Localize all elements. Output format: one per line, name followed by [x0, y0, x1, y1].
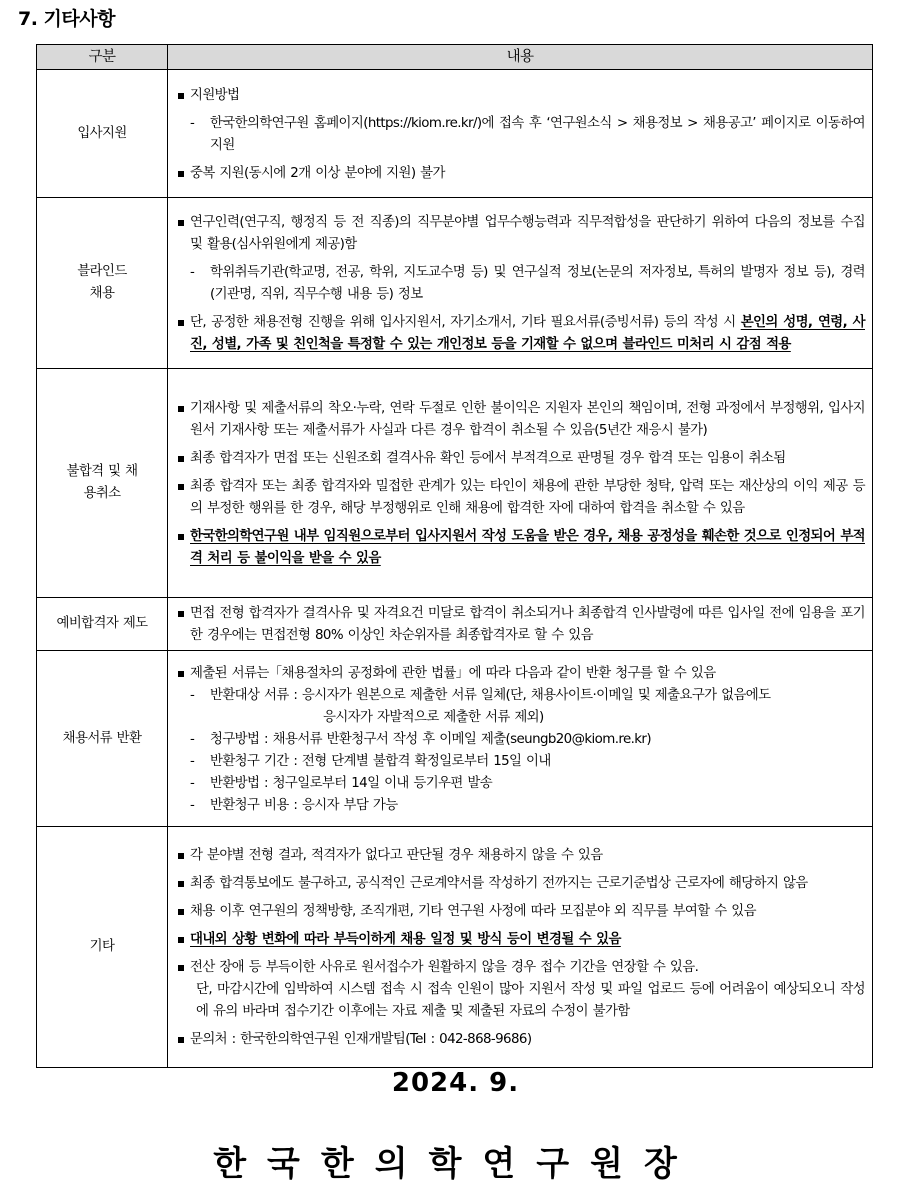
- emphasis-text: 본인의 성명, 연령, 사진, 성별, 가족 및 친인척을 특정할 수 있는 개인정보 등을 기재할 수 없으며 블라인드 미처리 시 감점 적용: [190, 315, 865, 352]
- table-row: [37, 827, 873, 1068]
- list-item: 전산 장애 등 부득이한 사유로 원서접수가 원활하지 않을 경우 접수 기간을 연장할 수 있음.: [177, 957, 865, 979]
- list-item: 제출된 서류는「채용절차의 공정화에 관한 법률」에 따라 다음과 같이 반환 청구를 할 수 있음: [177, 663, 865, 685]
- list-item: 한국한의학연구원 내부 임직원으로부터 입사지원서 작성 도움을 받은 경우, 채용 공정성을 훼손한 것으로 인정되어 부적격 처리 등 불이익을 받을 수 있음: [177, 526, 865, 570]
- header-category: 구분: [37, 45, 168, 70]
- row-category: 불합격 및 채용취소: [37, 369, 168, 598]
- row-content: [168, 598, 873, 651]
- table-row: [37, 70, 873, 198]
- list-item: 응시자가 자발적으로 제출한 서류 제외): [323, 709, 544, 725]
- table-row: [37, 651, 873, 827]
- list-item: - 학위취득기관(학교명, 전공, 학위, 지도교수명 등) 및 연구실적 정보(논문의 저자정보, 특허의 발명자 정보 등), 경력(기관명, 직위, 직무수행 내용 등) 정보: [190, 265, 865, 302]
- row-category: 입사지원: [37, 70, 168, 198]
- info-table: [36, 44, 873, 1068]
- header-content: 내용: [168, 45, 873, 70]
- list-item: - 한국한의학연구원 홈페이지(https://kiom.re.kr/)에 접속 후 ‘연구원소식 > 채용정보 > 채용공고’ 페이지로 이동하여 지원: [190, 115, 865, 153]
- list-item: 문의처 : 한국한의학연구원 인재개발팀(Tel : 042-868-9686): [177, 1029, 865, 1051]
- row-content: [168, 827, 873, 1068]
- list-item: 최종 합격자 또는 최종 합격자와 밀접한 관계가 있는 타인이 채용에 관한 부당한 청탁, 압력 또는 재산상의 이익 제공 등의 부정한 행위를 한 경우, 해당 부정행위로 인해 채용에 합격한 자에 대하여 합격을 취소할 수 있음: [177, 476, 865, 520]
- table-row: [37, 598, 873, 651]
- list-item: 기재사항 및 제출서류의 착오·누락, 연락 두절로 인한 불이익은 지원자 본인의 책임이며, 전형 과정에서 부정행위, 입사지원서 기재사항 또는 제출서류가 사실과 다른 경우 합격이 취소될 수 있음(5년간 재응시 불가): [177, 398, 865, 442]
- list-item: - 반환방법 : 청구일로부터 14일 이내 등기우편 발송: [190, 775, 493, 791]
- row-category: 예비합격자 제도: [37, 598, 168, 651]
- list-item: - 반환청구 비용 : 응시자 부담 가능: [190, 797, 398, 813]
- list-item: 연구인력(연구직, 행정직 등 전 직종)의 직무분야별 업무수행능력과 직무적합성을 판단하기 위하여 다음의 정보를 수집 및 활용(심사위원에게 제공)함: [177, 212, 865, 256]
- list-item: 중복 지원(동시에 2개 이상 분야에 지원) 불가: [177, 163, 865, 185]
- list-item: - 반환대상 서류 : 응시자가 원본으로 제출한 서류 일체(단, 채용사이트·이메일 및 제출요구가 없음에도: [190, 687, 771, 703]
- row-content: [168, 369, 873, 598]
- row-category: 채용서류 반환: [37, 651, 168, 827]
- list-item: 채용 이후 연구원의 정책방향, 조직개편, 기타 연구원 사정에 따라 모집분야 외 직무를 부여할 수 있음: [177, 901, 865, 923]
- row-category: 블라인드 채용: [37, 198, 168, 369]
- list-item: 단, 마감시간에 임박하여 시스템 접속 시 접속 인원이 많아 지원서 작성 및 파일 업로드 등에 어려움이 예상되오니 작성에 유의 바라며 접수기간 이후에는 자료 제출 및 제출된 자료의 수정이 불가함: [196, 982, 865, 1019]
- table-row: [37, 369, 873, 598]
- signer-name: 한국한의학연구원장: [213, 1144, 698, 1184]
- row-content: [168, 651, 873, 827]
- list-item: 단, 공정한 채용전형 진행을 위해 입사지원서, 자기소개서, 기타 필요서류(증빙서류) 등의 작성 시 본인의 성명, 연령, 사진, 성별, 가족 및 친인척을 특정할 수 있는 개인정보 등을 기재할 수 없으며 블라인드 미처리 시 감점 적용: [177, 312, 865, 356]
- table-header-row: [37, 45, 873, 70]
- list-item: 최종 합격통보에도 불구하고, 공식적인 근로계약서를 작성하기 전까지는 근로기준법상 근로자에 해당하지 않음: [177, 873, 865, 895]
- list-item: - 반환청구 기간 : 전형 단계별 불합격 확정일로부터 15일 이내: [190, 753, 551, 769]
- list-item: 면접 전형 합격자가 결격사유 및 자격요건 미달로 합격이 취소되거나 최종합격 인사발령에 따른 입사일 전에 임용을 포기한 경우에는 면접전형 80% 이상인 차순위자를 최종합격자로 할 수 있음: [177, 603, 865, 647]
- list-item: 최종 합격자가 면접 또는 신원조회 결격사유 확인 등에서 부적격으로 판명될 경우 합격 또는 임용이 취소됨: [177, 448, 865, 470]
- document-date: 2024. 9.: [391, 1068, 520, 1098]
- row-content: [168, 198, 873, 369]
- list-item: 각 분야별 전형 결과, 적격자가 없다고 판단될 경우 채용하지 않을 수 있음: [177, 845, 865, 867]
- table-row: [37, 198, 873, 369]
- section-title: 7. 기타사항: [18, 8, 115, 30]
- list-item: - 청구방법 : 채용서류 반환청구서 작성 후 이메일 제출(seungb20@kiom.re.kr): [190, 731, 651, 747]
- row-content: [168, 70, 873, 198]
- row-category: 기타: [37, 827, 168, 1068]
- list-item: 대내외 상황 변화에 따라 부득이하게 채용 일정 및 방식 등이 변경될 수 있음: [177, 929, 865, 951]
- list-item: 지원방법: [177, 85, 865, 107]
